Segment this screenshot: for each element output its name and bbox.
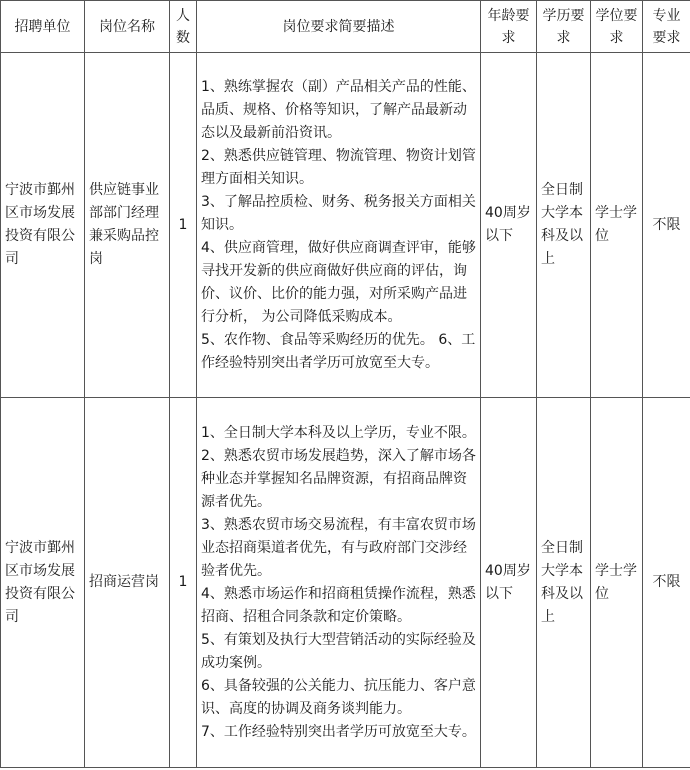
requirement-item: 3、熟悉农贸市场交易流程，有丰富农贸市场业态招商渠道者优先，有与政府部门交涉经验者优先。 bbox=[201, 516, 476, 579]
header-requirements: 岗位要求简要描述 bbox=[197, 1, 481, 53]
table-row bbox=[1, 53, 690, 398]
position-cell: 供应链事业部部门经理兼采购品控岗 bbox=[85, 53, 170, 398]
header-position: 岗位名称 bbox=[85, 1, 170, 53]
requirement-item: 1、熟练掌握农（副）产品相关产品的性能、品质、规格、价格等知识，了解产品最新动态以及最新前沿资讯。 bbox=[201, 78, 476, 141]
requirement-item: 4、供应商管理，做好供应商调查评审，能够寻找开发新的供应商做好供应商的评估，询价、议价、比价的能力强，对所采购产品进行分析， 为公司降低采购成本。 bbox=[201, 239, 476, 325]
requirement-item: 2、熟悉供应链管理、物流管理、物资计划管理方面相关知识。 bbox=[201, 147, 476, 187]
age-cell: 40周岁以下 bbox=[481, 398, 537, 768]
major-cell: 不限 bbox=[643, 398, 690, 768]
count-cell: 1 bbox=[170, 398, 197, 768]
requirements-cell bbox=[197, 398, 481, 768]
requirement-item: 2、熟悉农贸市场发展趋势，深入了解市场各种业态并掌握知名品牌资源，有招商品牌资源者优先。 bbox=[201, 447, 476, 510]
unit-cell: 宁波市鄞州区市场发展投资有限公司 bbox=[1, 398, 85, 768]
header-count: 人数 bbox=[170, 1, 197, 53]
requirement-item: 5、农作物、食品等采购经历的优先。 6、工作经验特别突出者学历可放宽至大专。 bbox=[201, 331, 476, 371]
table-row bbox=[1, 398, 690, 768]
header-major: 专业要求 bbox=[643, 1, 690, 53]
header-row bbox=[1, 1, 690, 53]
requirement-item: 7、工作经验特别突出者学历可放宽至大专。 bbox=[201, 723, 476, 740]
count-cell: 1 bbox=[170, 53, 197, 398]
major-cell: 不限 bbox=[643, 53, 690, 398]
header-unit: 招聘单位 bbox=[1, 1, 85, 53]
header-degree: 学位要求 bbox=[591, 1, 643, 53]
header-education: 学历要求 bbox=[537, 1, 591, 53]
requirement-item: 1、全日制大学本科及以上学历，专业不限。 bbox=[201, 424, 476, 441]
age-cell: 40周岁以下 bbox=[481, 53, 537, 398]
requirement-item: 6、具备较强的公关能力、抗压能力、客户意识、高度的协调及商务谈判能力。 bbox=[201, 677, 476, 717]
requirements-cell bbox=[197, 53, 481, 398]
requirement-item: 4、熟悉市场运作和招商租赁操作流程，熟悉招商、招租合同条款和定价策略。 bbox=[201, 585, 476, 625]
degree-cell: 学士学位 bbox=[591, 398, 643, 768]
requirement-item: 3、了解品控质检、财务、税务报关方面相关知识。 bbox=[201, 193, 476, 233]
requirement-item: 5、有策划及执行大型营销活动的实际经验及成功案例。 bbox=[201, 631, 476, 671]
unit-cell: 宁波市鄞州区市场发展投资有限公司 bbox=[1, 53, 85, 398]
education-cell: 全日制大学本科及以上 bbox=[537, 398, 591, 768]
education-cell: 全日制大学本科及以上 bbox=[537, 53, 591, 398]
degree-cell: 学士学位 bbox=[591, 53, 643, 398]
header-age: 年龄要求 bbox=[481, 1, 537, 53]
position-cell: 招商运营岗 bbox=[85, 398, 170, 768]
